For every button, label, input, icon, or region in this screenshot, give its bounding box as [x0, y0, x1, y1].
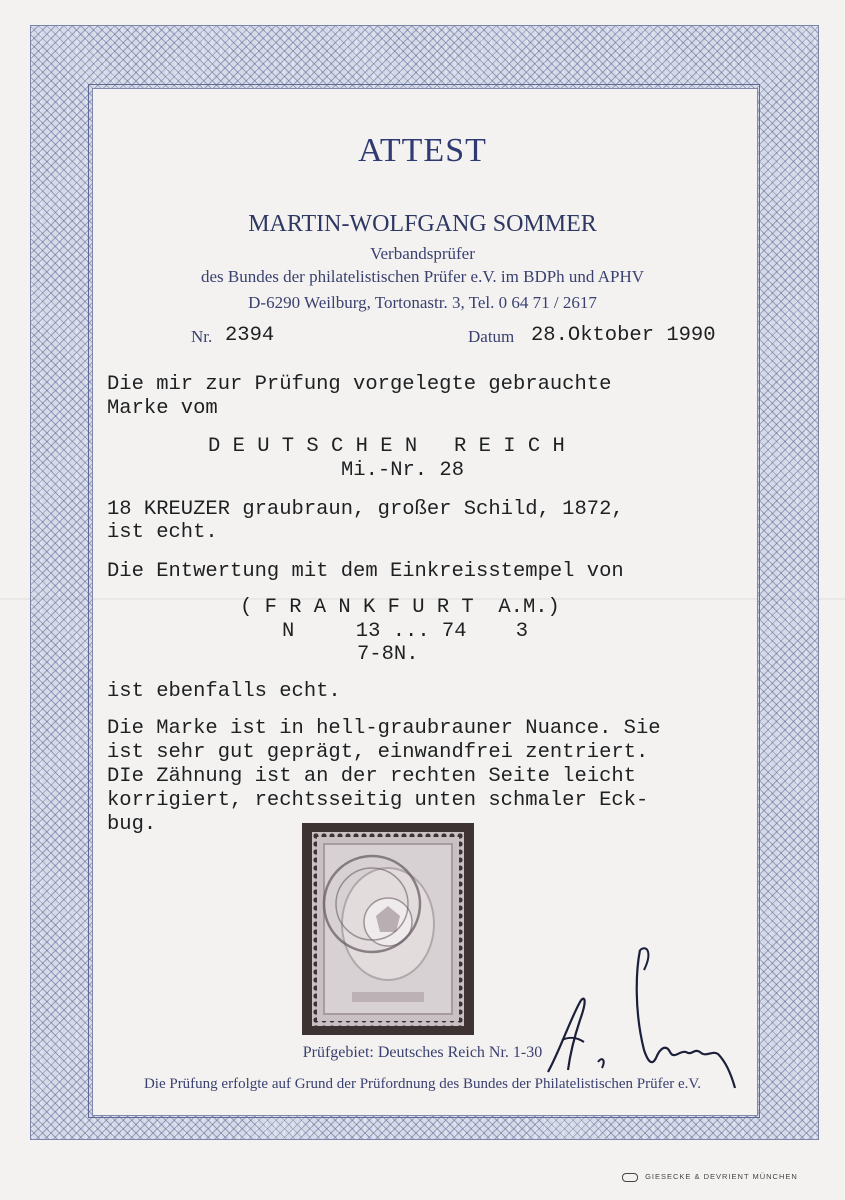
note-line-1: Die Marke ist in hell-graubrauner Nuance. Sie	[107, 717, 661, 740]
note-line-3: DIe Zähnung ist an der rechten Seite leicht	[107, 765, 636, 788]
catalog-number: Mi.-Nr. 28	[341, 459, 465, 482]
note-line-5: bug.	[107, 813, 157, 836]
cancellation-place: ( F R A N K F U R T A.M.)	[240, 596, 560, 619]
note-line-2: ist sehr gut geprägt, einwandfrei zentriert.	[107, 741, 649, 764]
examiner-signature	[540, 940, 745, 1090]
certificate-number: 2394	[225, 324, 275, 347]
cancellation-intro: Die Entwertung mit dem Einkreisstempel von	[107, 560, 624, 583]
printer-name: GIESECKE & DEVRIENT MÜNCHEN	[645, 1172, 798, 1181]
examiner-name: MARTIN-WOLFGANG SOMMER	[248, 211, 597, 237]
printer-logo-icon	[622, 1173, 638, 1182]
cancellation-result: ist ebenfalls echt.	[107, 680, 341, 703]
intro-line-1: Die mir zur Prüfung vorgelegte gebrauchte	[107, 373, 612, 396]
stamp-description-1: 18 KREUZER graubraun, großer Schild, 1872,	[107, 498, 624, 521]
examiner-role: Verbandsprüfer	[370, 244, 475, 263]
note-line-4: korrigiert, rechtsseitig unten schmaler Eck-	[107, 789, 649, 812]
country-line: D E U T S C H E N R E I C H	[208, 435, 565, 458]
examiner-address: D-6290 Weilburg, Tortonastr. 3, Tel. 0 64 71 / 2617	[248, 293, 597, 312]
date-label: Datum	[468, 327, 515, 346]
stamp-photo	[312, 832, 464, 1026]
certificate-date: 28.Oktober 1990	[531, 324, 716, 347]
certificate-title: ATTEST	[358, 132, 487, 169]
intro-line-2: Marke vom	[107, 397, 218, 420]
cancellation-time: 7-8N.	[357, 643, 419, 666]
test-statement: Die Prüfung erfolgte auf Grund der Prüfordnung des Bundes der Philatelistischen Prüfer e.V.	[143, 1076, 702, 1092]
examiner-association: des Bundes der philatelistischen Prüfer e.V. im BDPh und APHV	[200, 267, 645, 286]
test-scope: Prüfgebiet: Deutsches Reich Nr. 1-30	[302, 1044, 543, 1061]
cancellation-date: N 13 ... 74 3	[282, 620, 529, 643]
certificate-number-label: Nr.	[191, 327, 213, 346]
printer-imprint	[622, 1172, 798, 1182]
stamp-description-2: ist echt.	[107, 521, 218, 544]
